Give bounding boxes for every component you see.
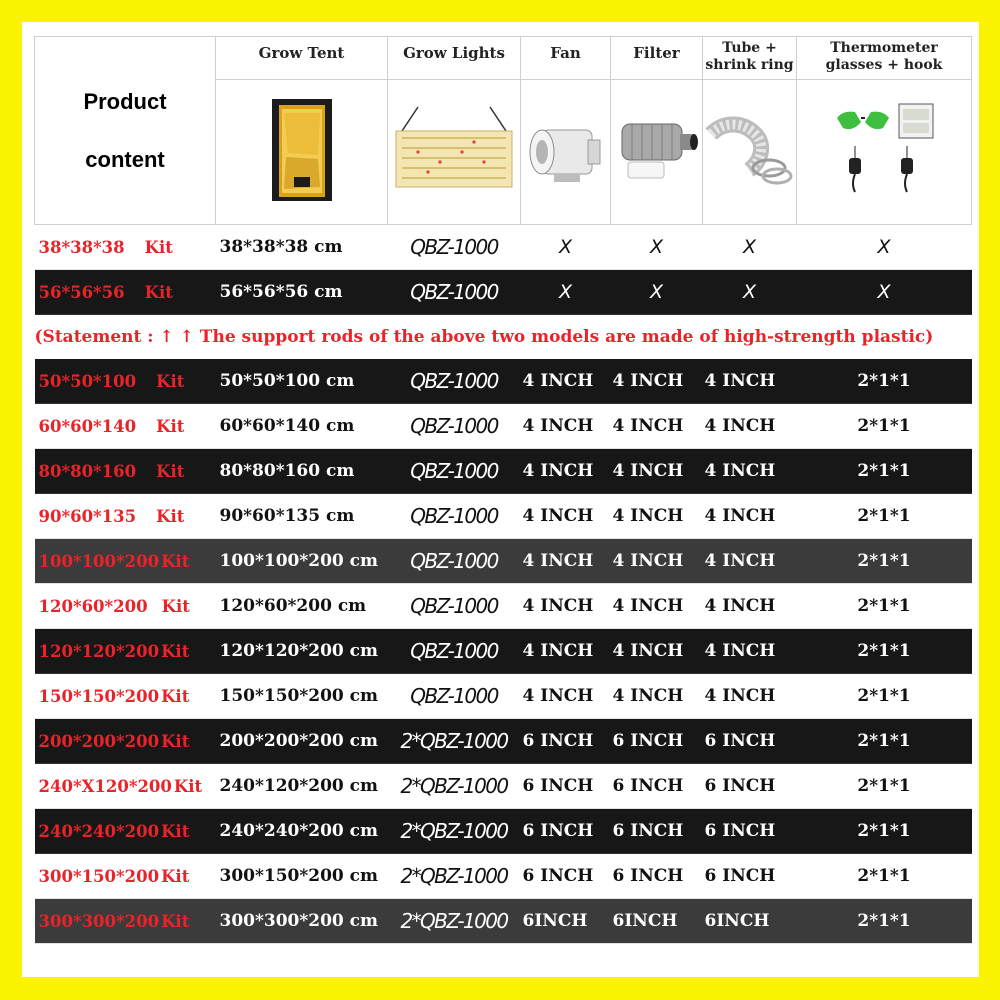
kit-word: Kit <box>161 641 190 661</box>
kit-row <box>35 584 972 629</box>
kit-size: 50*50*100 <box>38 371 137 391</box>
kit-name <box>35 539 216 584</box>
tube-label <box>703 37 796 79</box>
tube-size: 6 INCH <box>703 764 797 809</box>
kit-name <box>35 674 216 719</box>
grow-light-model: 2*QBZ-1000 <box>388 764 521 809</box>
kit-name <box>35 225 216 270</box>
filter-size: 4 INCH <box>611 404 703 449</box>
kit-row <box>35 629 972 674</box>
fan-size: 4 INCH <box>521 629 611 674</box>
grow-lights-header <box>388 37 521 225</box>
fan-size: 6INCH <box>521 899 611 944</box>
kit-size: 300*150*200 <box>38 866 160 886</box>
accessory-count: 2*1*1 <box>797 719 972 764</box>
kit-name <box>35 359 216 404</box>
kit-name <box>35 764 216 809</box>
accessory-count: 2*1*1 <box>797 494 972 539</box>
kit-size: 200*200*200 <box>38 731 160 751</box>
tube-size: 4 INCH <box>703 404 797 449</box>
tent-size: 200*200*200 cm <box>216 719 388 764</box>
kit-name <box>35 719 216 764</box>
fan-size: X <box>521 270 611 315</box>
thermometer-glasses-hook-icon <box>829 100 939 200</box>
tube-size: 6 INCH <box>703 809 797 854</box>
kit-row <box>35 225 972 270</box>
tube-size: X <box>703 225 797 270</box>
tent-size: 56*56*56 cm <box>216 270 388 315</box>
fan-size: 4 INCH <box>521 584 611 629</box>
filter-size: 6 INCH <box>611 764 703 809</box>
grow-tent-label: Grow Tent <box>258 44 345 62</box>
product-content-title <box>35 37 216 225</box>
kit-name <box>35 629 216 674</box>
kit-word: Kit <box>144 282 173 302</box>
filter-size: 6 INCH <box>611 854 703 899</box>
product-table <box>34 36 972 944</box>
kit-size: 120*120*200 <box>38 641 160 661</box>
thermometer-label-line2: glasses + hook <box>825 57 943 73</box>
filter-size: 4 INCH <box>611 359 703 404</box>
filter-size: 6INCH <box>611 899 703 944</box>
grow-light-model: QBZ-1000 <box>388 270 521 315</box>
kit-word: Kit <box>156 461 185 481</box>
fan-size: 6 INCH <box>521 854 611 899</box>
kit-row <box>35 359 972 404</box>
tent-size: 120*120*200 cm <box>216 629 388 674</box>
accessory-count: 2*1*1 <box>797 539 972 584</box>
fan-size: 4 INCH <box>521 449 611 494</box>
kit-row <box>35 539 972 584</box>
kit-row <box>35 494 972 539</box>
kit-name <box>35 449 216 494</box>
tent-size: 240*240*200 cm <box>216 809 388 854</box>
kit-size: 300*300*200 <box>38 911 160 931</box>
inline-fan-icon <box>522 110 610 190</box>
kit-size: 240*240*200 <box>38 821 160 841</box>
tent-size: 150*150*200 cm <box>216 674 388 719</box>
grow-light-model: QBZ-1000 <box>388 494 521 539</box>
kit-size: 120*60*200 <box>38 596 148 616</box>
grow-light-model: 2*QBZ-1000 <box>388 719 521 764</box>
filter-size: 4 INCH <box>611 539 703 584</box>
filter-header <box>611 37 703 225</box>
grow-light-model: QBZ-1000 <box>388 449 521 494</box>
product-sheet <box>22 22 979 977</box>
fan-size: 4 INCH <box>521 494 611 539</box>
grow-tent-icon <box>252 95 352 205</box>
tube-size: 6 INCH <box>703 854 797 899</box>
tube-label-line1: Tube + <box>722 40 777 56</box>
tube-size: 4 INCH <box>703 629 797 674</box>
kit-word: Kit <box>173 776 203 796</box>
kit-word: Kit <box>156 371 185 391</box>
filter-size: 4 INCH <box>611 629 703 674</box>
kit-row <box>35 764 972 809</box>
fan-size: X <box>521 225 611 270</box>
fan-size: 6 INCH <box>521 764 611 809</box>
accessory-count: 2*1*1 <box>797 404 972 449</box>
grow-light-model: QBZ-1000 <box>388 359 521 404</box>
kit-word: Kit <box>161 731 190 751</box>
grow-tent-header <box>216 37 388 225</box>
fan-size: 4 INCH <box>521 674 611 719</box>
kit-size: 38*38*38 <box>38 237 125 257</box>
filter-label: Filter <box>633 44 680 62</box>
statement-text: (Statement : ↑ ↑ The support rods of the above two models are made of high-strength plastic) <box>35 315 972 360</box>
tent-size: 60*60*140 cm <box>216 404 388 449</box>
kit-row <box>35 719 972 764</box>
kit-name <box>35 899 216 944</box>
accessory-count: 2*1*1 <box>797 899 972 944</box>
tent-size: 80*80*160 cm <box>216 449 388 494</box>
product-title-line1: Product <box>83 88 167 114</box>
thermometer-label-line1: Thermometer <box>830 40 938 56</box>
kit-name <box>35 809 216 854</box>
accessory-count: 2*1*1 <box>797 854 972 899</box>
filter-size: 6 INCH <box>611 809 703 854</box>
grow-light-model: QBZ-1000 <box>388 629 521 674</box>
grow-lights-label: Grow Lights <box>403 44 505 62</box>
fan-size: 4 INCH <box>521 404 611 449</box>
carbon-filter-icon <box>612 110 702 190</box>
accessory-count: 2*1*1 <box>797 674 972 719</box>
tube-size: 4 INCH <box>703 584 797 629</box>
kit-row <box>35 449 972 494</box>
kit-size: 240*X120*200 <box>38 776 172 796</box>
tent-size: 300*300*200 cm <box>216 899 388 944</box>
kit-name <box>35 494 216 539</box>
grow-light-model: QBZ-1000 <box>388 404 521 449</box>
grow-light-model: 2*QBZ-1000 <box>388 809 521 854</box>
grow-light-model: QBZ-1000 <box>388 584 521 629</box>
kit-row <box>35 404 972 449</box>
kit-word: Kit <box>161 551 190 571</box>
grow-light-model: QBZ-1000 <box>388 225 521 270</box>
tube-size: 6INCH <box>703 899 797 944</box>
kit-row <box>35 674 972 719</box>
thermometer-header <box>797 37 972 225</box>
fan-size: 6 INCH <box>521 809 611 854</box>
filter-size: 4 INCH <box>611 584 703 629</box>
kit-row <box>35 270 972 315</box>
tent-size: 300*150*200 cm <box>216 854 388 899</box>
filter-size: X <box>611 270 703 315</box>
fan-size: 4 INCH <box>521 539 611 584</box>
kit-word: Kit <box>156 416 185 436</box>
grow-light-model: QBZ-1000 <box>388 674 521 719</box>
tent-size: 50*50*100 cm <box>216 359 388 404</box>
kit-word: Kit <box>156 506 185 526</box>
grow-light-model: QBZ-1000 <box>388 539 521 584</box>
product-title-line2: content <box>85 146 165 172</box>
filter-size: 4 INCH <box>611 449 703 494</box>
tube-header <box>703 37 797 225</box>
kit-name <box>35 404 216 449</box>
tube-size: 4 INCH <box>703 494 797 539</box>
accessory-count: X <box>797 270 972 315</box>
grow-light-model: 2*QBZ-1000 <box>388 899 521 944</box>
kit-name <box>35 584 216 629</box>
accessory-count: 2*1*1 <box>797 584 972 629</box>
filter-size: 4 INCH <box>611 494 703 539</box>
tube-size: 4 INCH <box>703 359 797 404</box>
fan-size: 6 INCH <box>521 719 611 764</box>
tube-size: 4 INCH <box>703 674 797 719</box>
accessory-count: 2*1*1 <box>797 359 972 404</box>
kit-size: 60*60*140 <box>38 416 137 436</box>
kit-row <box>35 854 972 899</box>
accessory-count: 2*1*1 <box>797 629 972 674</box>
tent-size: 120*60*200 cm <box>216 584 388 629</box>
tent-size: 90*60*135 cm <box>216 494 388 539</box>
header-row <box>35 37 972 225</box>
kit-word: Kit <box>144 237 173 257</box>
tent-size: 100*100*200 cm <box>216 539 388 584</box>
filter-size: 4 INCH <box>611 674 703 719</box>
fan-label: Fan <box>550 44 581 62</box>
accessory-count: 2*1*1 <box>797 449 972 494</box>
kit-size: 100*100*200 <box>38 551 160 571</box>
kit-name <box>35 854 216 899</box>
fan-size: 4 INCH <box>521 359 611 404</box>
grow-light-panel-icon <box>388 105 520 195</box>
fan-header <box>521 37 611 225</box>
kit-word: Kit <box>161 596 190 616</box>
accessory-count: X <box>797 225 972 270</box>
kit-word: Kit <box>161 686 190 706</box>
kit-word: Kit <box>161 911 190 931</box>
kit-row <box>35 899 972 944</box>
kit-size: 150*150*200 <box>38 686 160 706</box>
kit-name <box>35 270 216 315</box>
statement-row <box>35 315 972 360</box>
kit-size: 56*56*56 <box>38 282 125 302</box>
kit-word: Kit <box>161 866 190 886</box>
kit-size: 90*60*135 <box>38 506 137 526</box>
kit-size: 80*80*160 <box>38 461 137 481</box>
kit-row <box>35 809 972 854</box>
tent-size: 38*38*38 cm <box>216 225 388 270</box>
tube-size: 4 INCH <box>703 539 797 584</box>
accessory-count: 2*1*1 <box>797 764 972 809</box>
tent-size: 240*120*200 cm <box>216 764 388 809</box>
kit-word: Kit <box>161 821 190 841</box>
tube-size: 4 INCH <box>703 449 797 494</box>
ducting-tube-icon <box>705 110 795 190</box>
tube-size: X <box>703 270 797 315</box>
tube-label-line2: shrink ring <box>705 57 794 73</box>
tube-size: 6 INCH <box>703 719 797 764</box>
filter-size: 6 INCH <box>611 719 703 764</box>
grow-light-model: 2*QBZ-1000 <box>388 854 521 899</box>
thermometer-label <box>797 37 971 79</box>
accessory-count: 2*1*1 <box>797 809 972 854</box>
filter-size: X <box>611 225 703 270</box>
